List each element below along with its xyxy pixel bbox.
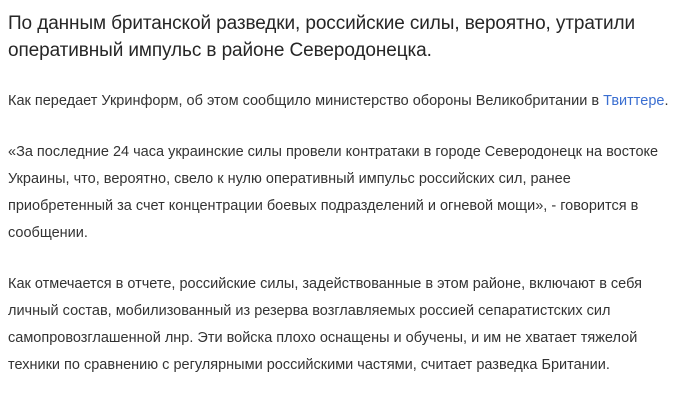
paragraph-source-end: .	[664, 93, 669, 109]
article	[8, 0, 672, 379]
article-lead: По данным британской разведки, российские силы, вероятно, утратили оперативный импульс в районе Северодонецка.	[8, 13, 636, 61]
paragraph-report: Как отмечается в отчете, российские силы, задействованные в этом районе, включают в себя личный состав, мобилизованный из резерва возглавляемых россией сепаратистских сил самопровозглашенной лнр. Эти войска плохо оснащены и обучены, и им не хватает тяжелой техники по сравнению с регулярными российскими частями, считает разведка Британии.	[8, 276, 642, 373]
paragraph-source-text: Как передает Укринформ, об этом сообщило министерство обороны Великобритании в	[8, 93, 604, 109]
twitter-link[interactable]: Твиттере	[603, 93, 665, 109]
paragraph-quote: «За последние 24 часа украинские силы провели контратаки в городе Северодонецк на востоке Украины, что, вероятно, свело к нулю оперативный импульс российских сил, ранее приобретенный за счет концентрации боевых подразделений и огневой мощи», - говорится в сообщении.	[8, 144, 659, 241]
paragraph-source	[8, 88, 672, 115]
